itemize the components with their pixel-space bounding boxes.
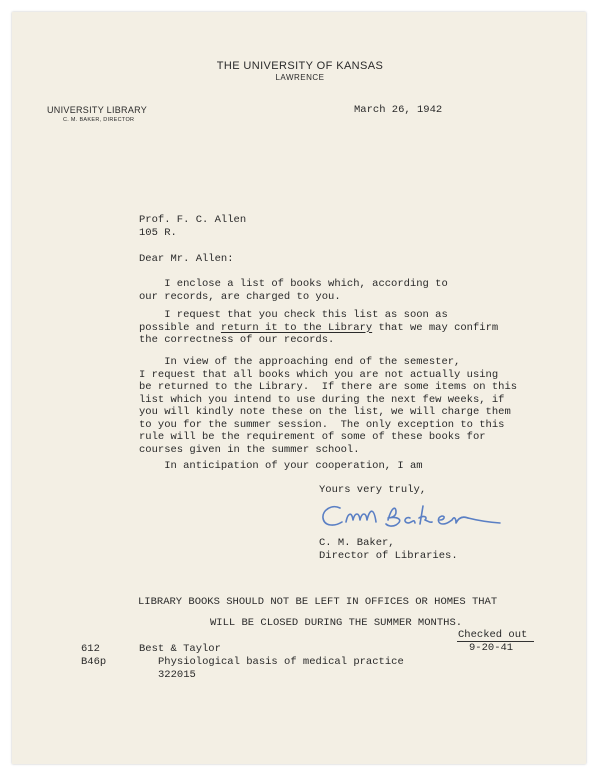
- notice-line: LIBRARY BOOKS SHOULD NOT BE LEFT IN OFFICES OR HOMES THAT: [138, 596, 498, 608]
- complimentary-close: Yours very truly,: [319, 484, 427, 496]
- paragraph-line: I request that all books which you are not actually using: [139, 368, 499, 381]
- recipient-block: [139, 214, 246, 239]
- university-city: LAWRENCE: [275, 73, 325, 82]
- signer-block: [319, 537, 458, 562]
- underlined-phrase: return it to the Library: [220, 321, 373, 334]
- paragraph-line: you will kindly note these on the list, we will charge them: [139, 406, 511, 418]
- call-number-class: 612: [81, 643, 100, 655]
- notice-line: WILL BE CLOSED DURING THE SUMMER MONTHS.: [210, 617, 463, 629]
- paragraph-1: [139, 278, 448, 303]
- book-title: Physiological basis of medical practice: [158, 656, 404, 668]
- signer-name: C. M. Baker,: [319, 537, 395, 549]
- paragraph-3: [139, 356, 517, 456]
- paragraph-line: I request that you check this list as soon as: [139, 309, 448, 321]
- university-name: THE UNIVERSITY OF KANSAS: [216, 60, 384, 72]
- paragraph-line: In view of the approaching end of the semester,: [139, 356, 461, 368]
- paragraph-line: rule will be the requirement of some of these books for: [139, 431, 486, 443]
- handwritten-signature: [318, 496, 508, 536]
- line-text: possible and: [139, 321, 221, 334]
- recipient-address: 105 R.: [139, 226, 177, 239]
- paragraph-line: I enclose a list of books which, according to: [139, 278, 448, 290]
- paragraph-line: list which you intend to use during the next few weeks, if: [139, 393, 505, 406]
- paragraph-line: our records, are charged to you.: [139, 290, 341, 303]
- paragraph-4: In anticipation of your cooperation, I am: [139, 460, 423, 472]
- paragraph-line: courses given in the summer school.: [139, 443, 360, 456]
- line-text: that we may confirm: [372, 321, 499, 334]
- library-director: C. M. BAKER, DIRECTOR: [63, 117, 135, 123]
- call-number: [81, 643, 106, 668]
- salutation: Dear Mr. Allen:: [139, 253, 234, 265]
- library-name: UNIVERSITY LIBRARY: [47, 105, 148, 115]
- paragraph-2: [139, 309, 498, 347]
- book-accession-number: 322015: [158, 669, 196, 681]
- signer-title: Director of Libraries.: [319, 549, 458, 562]
- checked-out-label: Checked out: [458, 629, 528, 641]
- letter-date: March 26, 1942: [354, 104, 443, 116]
- paragraph-line: the correctness of our records.: [139, 334, 335, 346]
- paragraph-line: [139, 322, 498, 335]
- recipient-name: Prof. F. C. Allen: [139, 214, 247, 226]
- checked-out-date: 9-20-41: [469, 642, 514, 654]
- paragraph-line: to you for the summer session. The only exception to this: [139, 418, 505, 431]
- paragraph-line: be returned to the Library. If there are some items on this: [139, 381, 518, 393]
- call-number-cutter: B46p: [81, 655, 107, 668]
- book-author: Best & Taylor: [139, 643, 221, 655]
